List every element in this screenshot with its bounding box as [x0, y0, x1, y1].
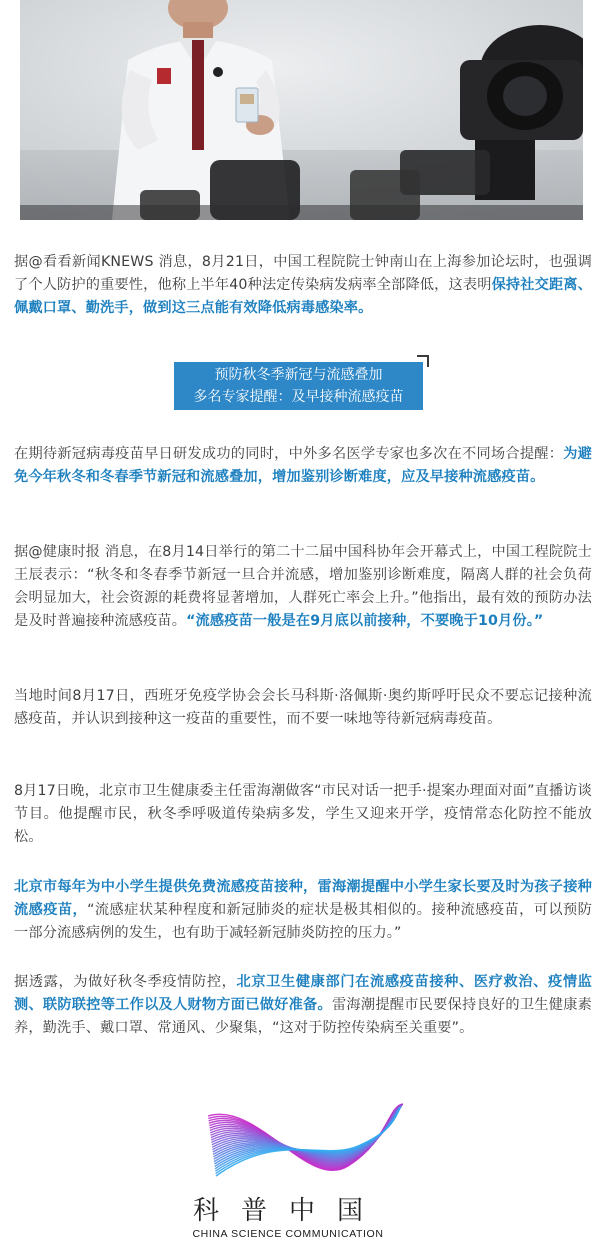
paragraph-1 — [14, 251, 592, 320]
paragraph-7-highlight: 北京卫生健康部门在流感疫苗接种、医疗救治、疫情监测、联防联控等工作以及人财物方面已做好准备。 — [14, 974, 592, 1013]
paragraph-2 — [14, 443, 592, 489]
china-science-logo-mark — [198, 1096, 418, 1196]
hero-photo — [20, 0, 583, 220]
paragraph-6 — [14, 876, 592, 945]
logo-ribbon-graphic — [198, 1096, 418, 1196]
paragraph-5-text: 8月17日晚，北京市卫生健康委主任雷海潮做客“市民对话一把手·提案办理面对面”直播访谈节目。他提醒市民，秋冬季呼吸道传染病多发，学生又迎来开学，疫情常态化防控不能放松。 — [14, 783, 592, 845]
paragraph-1-highlight: 保持社交距离、佩戴口罩、勤洗手，做到这三点能有效降低病毒感染率。 — [14, 277, 592, 316]
paragraph-3-highlight: “流感疫苗一般是在9月底以前接种，不要晚于10月份。” — [186, 613, 544, 629]
logo-chinese-text: 科普中国 — [192, 1196, 385, 1226]
paragraph-2-highlight: 为避免今年秋冬和冬春季节新冠和流感叠加，增加鉴别诊断难度，应及早接种流感疫苗。 — [14, 446, 592, 485]
paragraph-4-text: 当地时间8月17日，西班牙免疫学协会会长马科斯·洛佩斯·奥约斯呼吁民众不要忘记接种流感疫苗，并认识到接种这一疫苗的重要性，而不要一味地等待新冠病毒疫苗。 — [14, 688, 592, 727]
paragraph-5 — [14, 780, 592, 849]
press-conference-illustration — [20, 0, 583, 220]
paragraph-2-text: 在期待新冠病毒疫苗早日研发成功的同时，中外多名医学专家也多次在不同场合提醒： — [14, 446, 564, 462]
paragraph-3 — [14, 541, 592, 633]
section-heading-line1: 预防秋冬季新冠与流感叠加 — [214, 367, 383, 383]
paragraph-7-text2: 雷海潮提醒市民要保持良好的卫生健康素养，勤洗手、戴口罩、常通风、少聚集，“这对于防控传染病至关重要”。 — [14, 997, 592, 1036]
section-heading — [174, 362, 423, 410]
section-heading-line2: 多名专家提醒：及早接种流感疫苗 — [193, 389, 404, 405]
logo-english-text: CHINA SCIENCE COMMUNICATION — [192, 1228, 384, 1240]
paragraph-7-text: 据透露，为做好秋冬季疫情防控， — [14, 974, 237, 990]
paragraph-6-text: “流感症状某种程度和新冠肺炎的症状是极其相似的。接种流感疫苗，可以预防一部分流感病例的发生，也有助于减轻新冠肺炎防控的压力。” — [14, 902, 592, 941]
paragraph-3-text: 据@健康时报 消息，在8月14日举行的第二十二届中国科协年会开幕式上，中国工程院院士王辰表示：“秋冬和冬春季节新冠一旦合并流感，增加鉴别诊断难度，隔离人群的社会负荷会明显加大，社会资源的耗费将显著增加，人群死亡率会上升。”他指出，最有效的预防办法是及时普遍接种流感疫苗。 — [14, 544, 592, 629]
paragraph-7 — [14, 971, 592, 1040]
paragraph-1-text: 据@看看新闻KNEWS 消息，8月21日，中国工程院院士钟南山在上海参加论坛时，也强调了个人防护的重要性，他称上半年40种法定传染病发病率全部降低，这表明 — [14, 254, 592, 293]
paragraph-6-highlight: 北京市每年为中小学生提供免费流感疫苗接种，雷海潮提醒中小学生家长要及时为孩子接种流感疫苗， — [14, 879, 592, 918]
paragraph-4 — [14, 685, 592, 731]
